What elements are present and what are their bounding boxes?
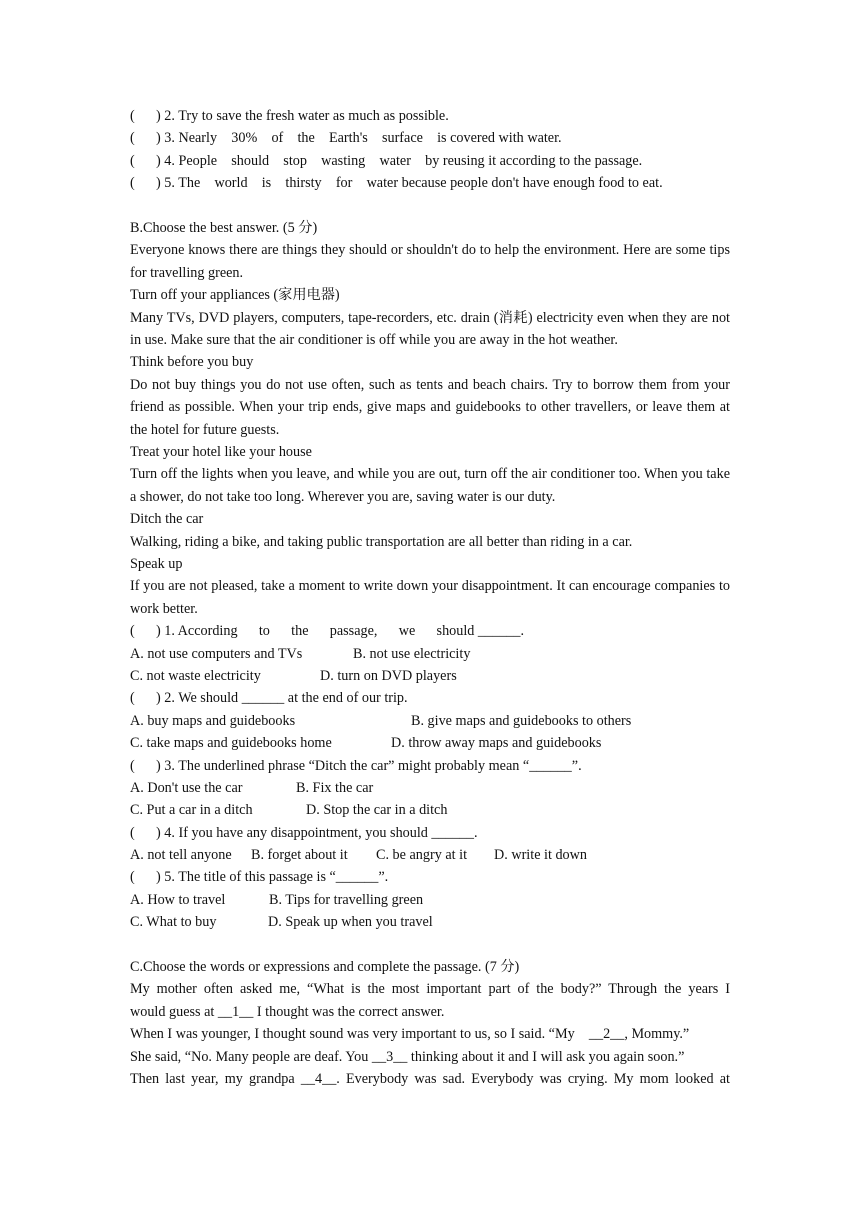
statement-5: ( ) 5. The world is thirsty for water because people don't have enough food to eat.: [130, 175, 663, 192]
statement-4: ( ) 4. People should stop wasting water by reusing it according to the passage.: [130, 152, 643, 169]
option-a: A. not use computers and TVs: [130, 645, 303, 662]
option-d: D. Stop the car in a ditch: [306, 802, 448, 819]
section-body: If you are not pleased, take a moment to write down your disappointment. It can encourage companies to work better.: [130, 578, 730, 617]
option-d: D. Speak up when you travel: [268, 914, 433, 931]
part-b: [130, 217, 730, 934]
option-row: [130, 665, 730, 687]
option-row: [130, 889, 730, 911]
option-d: D. write it down: [494, 847, 587, 864]
option-a: A. Don't use the car: [130, 779, 243, 796]
option-row: [130, 643, 730, 665]
statement-3: ( ) 3. Nearly 30% of the Earth's surface is covered with water.: [130, 130, 562, 147]
part-c-heading: C.Choose the words or expressions and complete the passage. (7 分): [130, 959, 520, 976]
part-c: [130, 956, 730, 1090]
cloze-line: Then last year, my grandpa __4__. Everybody was sad. Everybody was crying. My mom looked at: [130, 1071, 730, 1087]
option-c: C. be angry at it: [376, 847, 468, 864]
option-d: D. throw away maps and guidebooks: [391, 735, 602, 752]
option-b: B. give maps and guidebooks to others: [411, 712, 632, 729]
question: ( ) 2. We should ______ at the end of our trip.: [130, 690, 408, 707]
option-row: [130, 844, 730, 866]
option-c: C. Put a car in a ditch: [130, 802, 253, 819]
option-a: A. How to travel: [130, 891, 226, 908]
option-b: B. Fix the car: [296, 779, 374, 796]
cloze-line: My mother often asked me, “What is the most important part of the body?” Through the years I: [130, 981, 730, 998]
section-title: Ditch the car: [130, 511, 204, 528]
option-row: [130, 911, 730, 933]
option-b: B. Tips for travelling green: [269, 891, 424, 908]
section-title: Speak up: [130, 555, 183, 572]
option-c: C. What to buy: [130, 914, 217, 931]
section-body: Do not buy things you do not use often, such as tents and beach chairs. Try to borrow them from your friend as possible. When your trip ends, give maps and guidebooks to other travellers, or leave them at the hotel for future guests.: [130, 376, 730, 438]
part-b-heading: B.Choose the best answer. (5 分): [130, 219, 318, 236]
option-a: A. not tell anyone: [130, 847, 232, 864]
option-c: C. take maps and guidebooks home: [130, 735, 332, 752]
option-c: C. not waste electricity: [130, 667, 261, 684]
document-page: [130, 105, 730, 1090]
section-body: Many TVs, DVD players, computers, tape-recorders, etc. drain (消耗) electricity even when they are not in use. Make sure that the air conditioner is off while you are away in the hot weather.: [130, 309, 730, 348]
option-row: [130, 710, 730, 732]
section-body: Walking, riding a bike, and taking public transportation are all better than riding in a car.: [130, 533, 633, 550]
part-b-intro: Everyone knows there are things they should or shouldn't do to help the environment. Here are some tips for travelling green.: [130, 242, 730, 281]
option-b: B. not use electricity: [353, 645, 471, 662]
option-b: B. forget about it: [251, 847, 348, 864]
section-title: Turn off your appliances (家用电器): [130, 287, 340, 304]
statement-2: ( ) 2. Try to save the fresh water as much as possible.: [130, 108, 449, 124]
question: ( ) 3. The underlined phrase “Ditch the car” might probably mean “______”.: [130, 757, 582, 774]
option-row: [130, 732, 730, 754]
section-title: Think before you buy: [130, 354, 254, 371]
option-row: [130, 777, 730, 799]
question: ( ) 4. If you have any disappointment, you should ______.: [130, 824, 478, 841]
section-body: Turn off the lights when you leave, and while you are out, turn off the air conditioner too. When you take a shower, do not take too long. Wherever you are, saving water is our duty.: [130, 466, 730, 505]
option-a: A. buy maps and guidebooks: [130, 712, 296, 729]
cloze-line: She said, “No. Many people are deaf. You __3__ thinking about it and I will ask you again soon.”: [130, 1048, 685, 1065]
part-a-statements: [130, 105, 730, 195]
option-d: D. turn on DVD players: [320, 667, 457, 684]
section-title: Treat your hotel like your house: [130, 443, 312, 460]
cloze-line: would guess at __1__ I thought was the correct answer.: [130, 1003, 445, 1020]
option-row: [130, 799, 730, 821]
question: ( ) 5. The title of this passage is “______”.: [130, 869, 389, 886]
question: ( ) 1. According to the passage, we should ______.: [130, 623, 525, 640]
cloze-line: When I was younger, I thought sound was very important to us, so I said. “My __2__, Mommy.”: [130, 1026, 690, 1043]
